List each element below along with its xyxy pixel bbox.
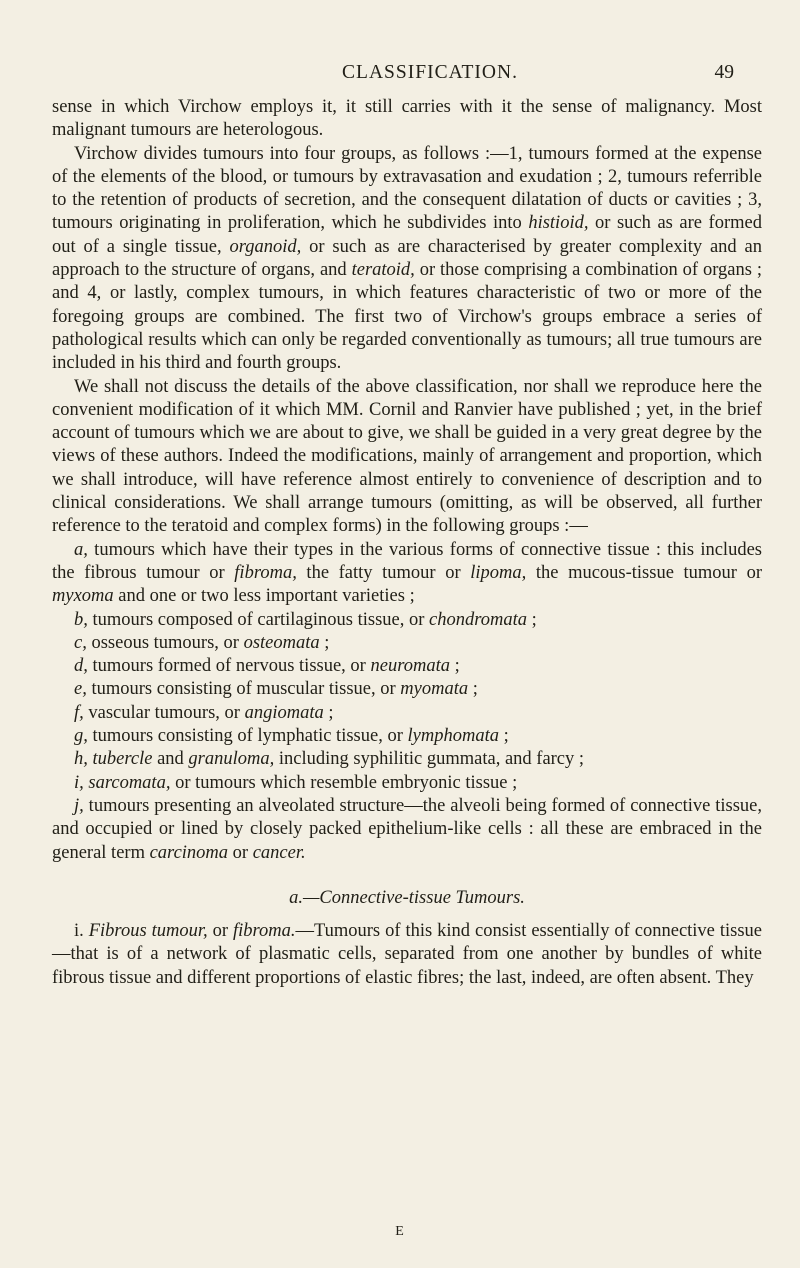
signature-mark: E [395,1224,405,1239]
paragraph: Virchow divides tumours into four groups, as follows :—1, tumours formed at the expense of the elements of the blood, or tumours by extravasation and exudation ; 2, tumours referrible to the retention of products of secretion, and the consequent dilatation of ducts or cavities ; 3, tumours originating in proliferation, which he subdivides into histioid, or such as are formed out of a single tissue, organoid, or such as are characterised by greater complexity and an approach to the structure of organs, and teratoid, or those comprising a combination of organs ; and 4, or lastly, complex tumours, in which features characteristic of two or more of the foregoing groups are combined. The first two of Virchow's groups embrace a series of pathological results which can only be regarded conventionally as tumours; all true tumours are included in his third and fourth groups. [52,143,763,374]
page-header [120,62,740,92]
list-item: c, osseous tumours, or osteomata ; [74,632,330,653]
page-number: 49 [714,62,734,83]
list-item: a, tumours which have their types in the various forms of connective tissue : this includes the fibrous tumour or fibroma, the fatty tumour or lipoma, the mucous-tissue tumour or myxoma and one or two less important varieties ; [52,539,762,607]
list-item: i, sarcomata, or tumours which resemble embryonic tissue ; [74,772,518,793]
paragraph: We shall not discuss the details of the above classification, nor shall we reproduce here the convenient modification of it which MM. Cornil and Ranvier have published ; yet, in the brief account of tumours which we are about to give, we shall be guided in a very great degree by the views of these authors. Indeed the modifications, mainly of arrangement and proportion, which we shall introduce, will have reference almost entirely to convenience of description and to clinical considerations. We shall arrange tumours (omitting, as will be observed, all further reference to the teratoid and complex forms) in the following groups :— [52,376,762,537]
list-item: f, vascular tumours, or angiomata ; [74,702,334,723]
list-item: b, tumours composed of cartilaginous tissue, or chondromata ; [74,609,537,630]
list-item: e, tumours consisting of muscular tissue, or myomata ; [74,679,478,700]
list-item: h, tubercle and granuloma, including syphilitic gummata, and farcy ; [74,749,585,770]
list-item: j, tumours presenting an alveolated structure—the alveoli being formed of connective tissue, and occupied or lined by closely packed epithelium-like cells : all these are embraced in the general term carcinoma or cancer. [52,795,762,863]
section-heading: a.—Connective-tissue Tumours. [289,887,525,908]
running-title: CLASSIFICATION. [342,62,518,83]
list-item: d, tumours formed of nervous tissue, or neuromata ; [74,656,460,677]
body-text [52,96,762,990]
list-item: g, tumours consisting of lymphatic tissue, or lymphomata ; [74,726,509,747]
paragraph: sense in which Virchow employs it, it still carries with it the sense of malignancy. Most malignant tumours are heterologous. [52,97,762,141]
paragraph: i. Fibrous tumour, or fibroma.—Tumours of this kind consist essentially of connective tissue—that is of a network of plasmatic cells, separated from one another by bundles of white fibrous tissue and different proportions of elastic fibres; the last, indeed, are often absent. They [52,921,762,988]
